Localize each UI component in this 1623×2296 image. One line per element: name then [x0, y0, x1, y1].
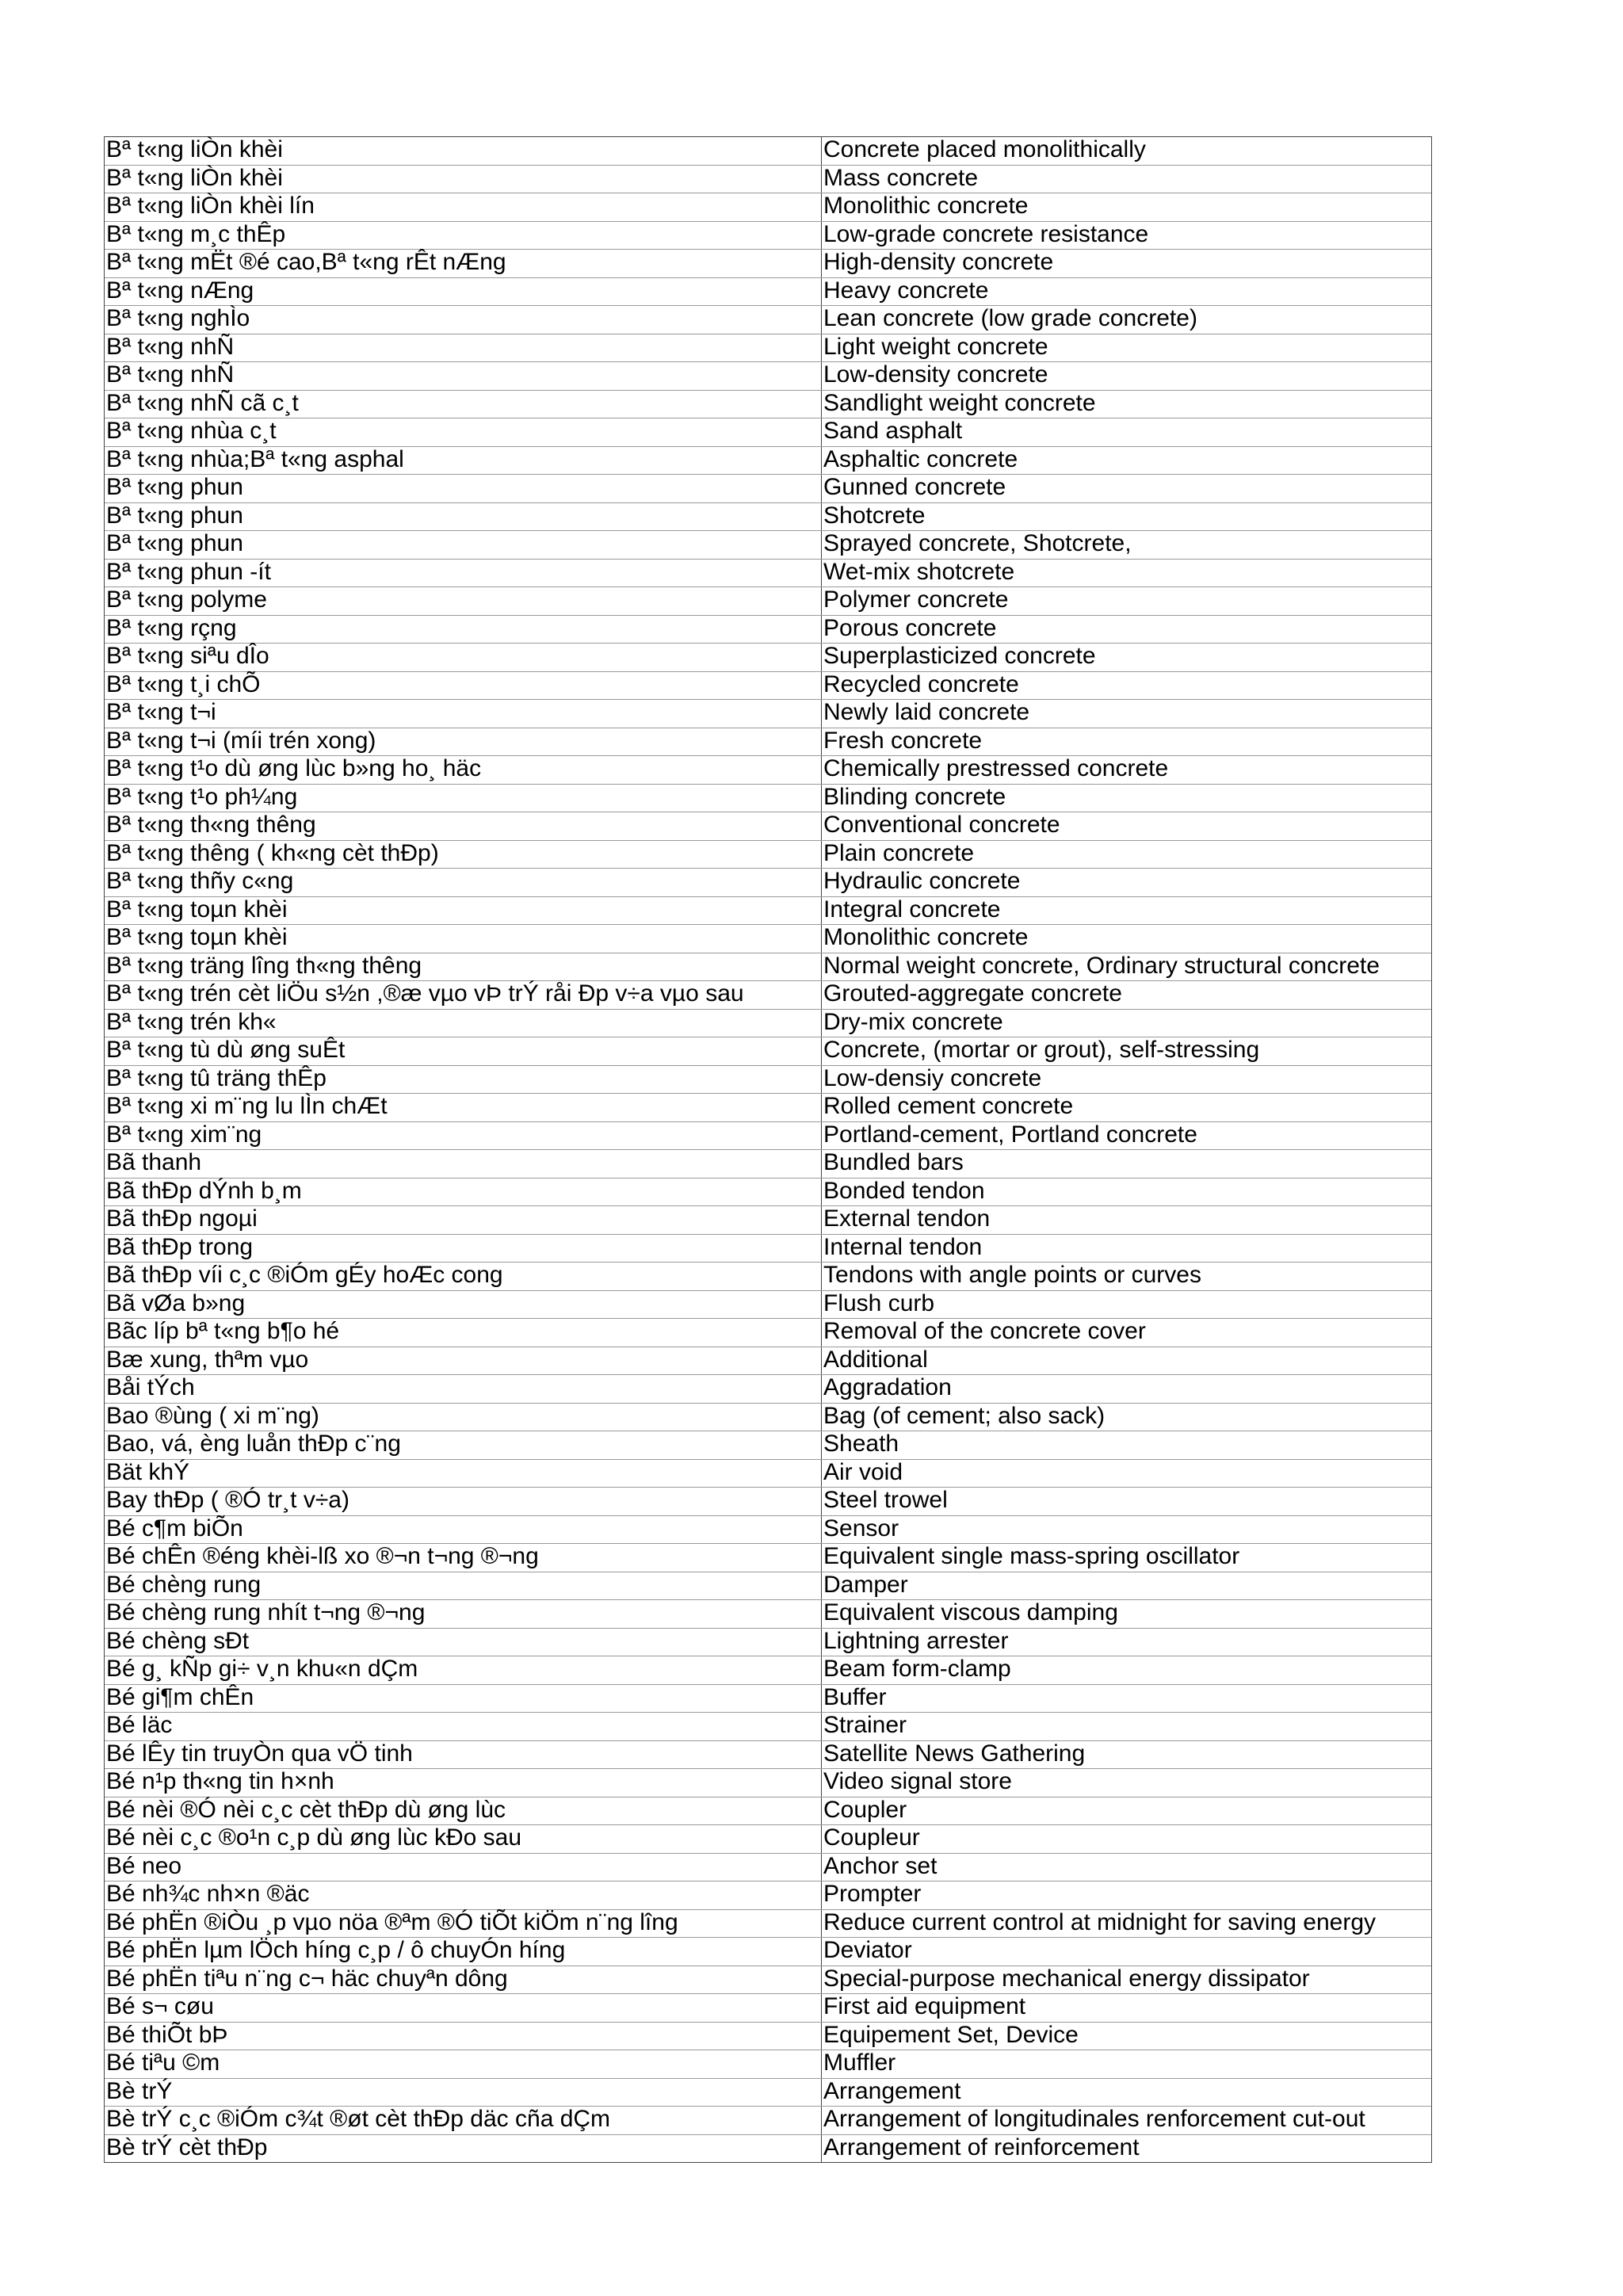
- vietnamese-term-cell: Bé phËn ®iÒu ¸p vµo nöa ®ªm ®Ó tiÕt kiÖm n¨ng lîng: [105, 1910, 822, 1938]
- table-row: [105, 362, 1431, 391]
- table-row: [105, 1291, 1431, 1320]
- table-row: [105, 278, 1431, 307]
- english-term-cell: Bundled bars: [823, 1149, 964, 1175]
- vietnamese-term-cell: Bª t«ng t¬i: [105, 700, 822, 728]
- vietnamese-term-cell: Bé s¬ cøu: [105, 1994, 822, 2022]
- table-row: [105, 1179, 1431, 1207]
- english-term-cell: Beam form-clamp: [823, 1656, 1011, 1682]
- table-row: [105, 1347, 1431, 1376]
- table-row: [105, 616, 1431, 644]
- table-row: [105, 953, 1431, 982]
- english-term-cell: Prompter: [823, 1881, 922, 1907]
- table-row: [105, 897, 1431, 926]
- table-row: [105, 1431, 1431, 1460]
- vietnamese-term-cell: Bé thiÕt bÞ: [105, 2023, 822, 2050]
- vietnamese-term-cell: Bé nh¾c nh×n ®äc: [105, 1881, 822, 1909]
- table-row: [105, 2135, 1431, 2164]
- vietnamese-term-cell: Bª t«ng toµn khèi: [105, 897, 822, 925]
- vietnamese-term-cell: Bª t«ng phun: [105, 531, 822, 559]
- table-row: [105, 166, 1431, 194]
- table-row: [105, 2107, 1431, 2135]
- vietnamese-term-cell: Bao, vá, èng luån thÐp c¨ng: [105, 1431, 822, 1459]
- table-row: [105, 1404, 1431, 1432]
- english-term-cell: High-density concrete: [823, 249, 1054, 275]
- vietnamese-term-cell: Bª t«ng th«ng thêng: [105, 812, 822, 840]
- english-term-cell: First aid equipment: [823, 1993, 1026, 2019]
- vietnamese-term-cell: Bª t«ng nhùa c¸t: [105, 418, 822, 446]
- table-row: [105, 1516, 1431, 1545]
- english-term-cell: Satellite News Gathering: [823, 1740, 1086, 1767]
- vietnamese-term-cell: Bª t«ng xi m¨ng lu lÌn chÆt: [105, 1094, 822, 1121]
- english-term-cell: Coupleur: [823, 1824, 920, 1851]
- table-row: [105, 1994, 1431, 2023]
- vietnamese-term-cell: Bé gi¶m chÊn: [105, 1685, 822, 1713]
- table-row: [105, 306, 1431, 334]
- vietnamese-term-cell: Bè trÝ cèt thÐp: [105, 2135, 822, 2163]
- table-row: [105, 1769, 1431, 1797]
- table-row: [105, 1094, 1431, 1122]
- english-term-cell: Shotcrete: [823, 502, 926, 529]
- table-row: [105, 2023, 1431, 2051]
- table-row: [105, 1488, 1431, 1516]
- english-term-cell: Blinding concrete: [823, 783, 1006, 810]
- english-term-cell: Buffer: [823, 1683, 887, 1710]
- english-term-cell: Mass concrete: [823, 164, 979, 191]
- vietnamese-term-cell: Bé tiªu ©m: [105, 2050, 822, 2078]
- table-row: [105, 447, 1431, 476]
- english-term-cell: Light weight concrete: [823, 333, 1048, 360]
- vietnamese-term-cell: Bª t«ng t¸i chÕ: [105, 672, 822, 700]
- vietnamese-term-cell: Bª t«ng nhùa;Bª t«ng asphal: [105, 447, 822, 475]
- vietnamese-term-cell: Bé nèi c¸c ®o¹n c¸p dù øng lùc kÐo sau: [105, 1825, 822, 1853]
- english-term-cell: Conventional concrete: [823, 812, 1060, 838]
- vietnamese-term-cell: Bã thÐp trong: [105, 1235, 822, 1263]
- english-term-cell: Sensor: [823, 1515, 899, 1541]
- vietnamese-term-cell: Båi tÝch: [105, 1375, 822, 1403]
- vietnamese-term-cell: Bay thÐp ( ®Ó tr¸t v÷a): [105, 1488, 822, 1515]
- table-row: [105, 1066, 1431, 1095]
- vietnamese-term-cell: Bª t«ng tû träng thÊp: [105, 1066, 822, 1094]
- english-term-cell: Hydraulic concrete: [823, 868, 1021, 894]
- vietnamese-term-cell: Bª t«ng thñy c«ng: [105, 869, 822, 896]
- table-row: [105, 1010, 1431, 1038]
- vietnamese-term-cell: Bª t«ng trén cèt liÖu s½n ,®æ vµo vÞ trÝ råi Ðp v÷a vµo sau: [105, 981, 822, 1009]
- english-term-cell: Wet-mix shotcrete: [823, 558, 1015, 585]
- vietnamese-term-cell: Bª t«ng phun: [105, 475, 822, 502]
- vietnamese-term-cell: Bät khÝ: [105, 1460, 822, 1488]
- english-term-cell: Monolithic concrete: [823, 193, 1029, 219]
- vietnamese-term-cell: Bé nèi ®Ó nèi c¸c cèt thÐp dù øng lùc: [105, 1797, 822, 1825]
- table-row: [105, 193, 1431, 222]
- table-row: [105, 2050, 1431, 2079]
- english-term-cell: Aggradation: [823, 1374, 952, 1400]
- english-term-cell: Anchor set: [823, 1852, 938, 1879]
- english-term-cell: Gunned concrete: [823, 474, 1006, 500]
- vietnamese-term-cell: Bª t«ng t¹o ph¼ng: [105, 785, 822, 812]
- english-term-cell: Superplasticized concrete: [823, 643, 1096, 669]
- english-term-cell: Steel trowel: [823, 1487, 948, 1513]
- english-term-cell: External tendon: [823, 1205, 991, 1232]
- english-term-cell: Portland-cement, Portland concrete: [823, 1121, 1197, 1148]
- table-row: [105, 1235, 1431, 1263]
- table-row: [105, 1544, 1431, 1572]
- table-row: [105, 391, 1431, 419]
- table-row: [105, 334, 1431, 363]
- english-term-cell: Low-densiy concrete: [823, 1064, 1042, 1091]
- table-row: [105, 1881, 1431, 1910]
- english-term-cell: Sprayed concrete, Shotcrete,: [823, 530, 1132, 556]
- vietnamese-term-cell: Bé phËn tiªu n¨ng c¬ häc chuyªn dông: [105, 1966, 822, 1994]
- english-term-cell: Video signal store: [823, 1768, 1012, 1794]
- english-term-cell: Equivalent single mass-spring oscillator: [823, 1543, 1240, 1569]
- english-term-cell: Muffler: [823, 2050, 896, 2076]
- table-row: [105, 1713, 1431, 1741]
- english-term-cell: Flush curb: [823, 1289, 935, 1316]
- english-term-cell: Grouted-aggregate concrete: [823, 980, 1122, 1007]
- vietnamese-term-cell: Bª t«ng träng lîng th«ng thêng: [105, 953, 822, 981]
- vietnamese-term-cell: Bã thÐp dÝnh b¸m: [105, 1179, 822, 1206]
- vietnamese-term-cell: Bª t«ng rçng: [105, 616, 822, 644]
- vietnamese-term-cell: Bè trÝ c¸c ®iÓm c¾t ®øt cèt thÐp däc cña dÇm: [105, 2107, 822, 2134]
- english-term-cell: Sand asphalt: [823, 418, 963, 444]
- vietnamese-term-cell: Bæ xung, thªm vµo: [105, 1347, 822, 1375]
- vietnamese-term-cell: Bª t«ng m¸c thÊp: [105, 222, 822, 250]
- english-term-cell: Heavy concrete: [823, 277, 989, 304]
- vietnamese-term-cell: Bãc líp bª t«ng b¶o hé: [105, 1319, 822, 1347]
- english-term-cell: Sheath: [823, 1431, 899, 1457]
- english-term-cell: Chemically prestressed concrete: [823, 755, 1169, 781]
- english-term-cell: Lightning arrester: [823, 1627, 1009, 1654]
- vietnamese-term-cell: Bao ®ùng ( xi m¨ng): [105, 1404, 822, 1431]
- vietnamese-term-cell: Bé chèng rung nhít t¬ng ®¬ng: [105, 1600, 822, 1628]
- english-term-cell: Porous concrete: [823, 614, 997, 641]
- english-term-cell: Equipement Set, Device: [823, 2021, 1079, 2048]
- table-row: [105, 700, 1431, 728]
- vietnamese-term-cell: Bé chèng sÐt: [105, 1629, 822, 1656]
- vietnamese-term-cell: Bª t«ng nÆng: [105, 278, 822, 306]
- vietnamese-term-cell: Bè trÝ: [105, 2079, 822, 2107]
- table-row: [105, 1460, 1431, 1488]
- table-row: [105, 137, 1431, 166]
- table-row: [105, 981, 1431, 1010]
- table-row: [105, 1572, 1431, 1601]
- table-row: [105, 587, 1431, 616]
- vietnamese-term-cell: Bª t«ng nhÑ: [105, 362, 822, 390]
- vietnamese-term-cell: Bé n¹p th«ng tin h×nh: [105, 1769, 822, 1797]
- table-row: [105, 2079, 1431, 2107]
- vietnamese-term-cell: Bé c¶m biÕn: [105, 1516, 822, 1544]
- english-term-cell: Arrangement of longitudinales renforcement cut-out: [823, 2106, 1365, 2132]
- table-row: [105, 841, 1431, 869]
- vietnamese-term-cell: Bª t«ng nhÑ cã c¸t: [105, 391, 822, 418]
- table-row: [105, 250, 1431, 278]
- table-row: [105, 1797, 1431, 1826]
- table-row: [105, 756, 1431, 785]
- table-row: [105, 475, 1431, 503]
- table-row: [105, 1375, 1431, 1404]
- table-row: [105, 672, 1431, 701]
- english-term-cell: Removal of the concrete cover: [823, 1318, 1146, 1344]
- table-row: [105, 925, 1431, 953]
- table-row: [105, 1629, 1431, 1657]
- english-term-cell: Additional: [823, 1346, 928, 1373]
- english-term-cell: Internal tendon: [823, 1233, 983, 1260]
- table-row: [105, 1150, 1431, 1179]
- table-row: [105, 728, 1431, 757]
- english-term-cell: Sandlight weight concrete: [823, 389, 1096, 416]
- vietnamese-term-cell: Bã vØa b»ng: [105, 1291, 822, 1319]
- table-row: [105, 1319, 1431, 1347]
- table-row: [105, 644, 1431, 672]
- table-row: [105, 1656, 1431, 1685]
- vietnamese-term-cell: Bª t«ng xim¨ng: [105, 1122, 822, 1150]
- english-term-cell: Strainer: [823, 1712, 907, 1738]
- vietnamese-term-cell: Bª t«ng toµn khèi: [105, 925, 822, 953]
- vietnamese-term-cell: Bª t«ng trén kh«: [105, 1010, 822, 1037]
- english-term-cell: Equivalent viscous damping: [823, 1599, 1118, 1626]
- vietnamese-term-cell: Bª t«ng phun: [105, 503, 822, 531]
- vietnamese-term-cell: Bª t«ng nhÑ: [105, 334, 822, 362]
- english-term-cell: Tendons with angle points or curves: [823, 1262, 1201, 1288]
- english-term-cell: Special-purpose mechanical energy dissipator: [823, 1965, 1310, 1992]
- table-row: [105, 1938, 1431, 1966]
- english-term-cell: Low-grade concrete resistance: [823, 220, 1149, 247]
- table-row: [105, 560, 1431, 588]
- table-row: [105, 503, 1431, 532]
- english-term-cell: Dry-mix concrete: [823, 1008, 1003, 1035]
- english-term-cell: Rolled cement concrete: [823, 1093, 1074, 1119]
- table-row: [105, 1825, 1431, 1854]
- english-term-cell: Asphaltic concrete: [823, 445, 1018, 472]
- english-term-cell: Damper: [823, 1571, 908, 1598]
- english-term-cell: Concrete, (mortar or grout), self-stressing: [823, 1037, 1260, 1063]
- english-term-cell: Fresh concrete: [823, 727, 983, 754]
- english-term-cell: Concrete placed monolithically: [823, 136, 1146, 162]
- vietnamese-term-cell: Bã thÐp ngoµi: [105, 1206, 822, 1234]
- table-row: [105, 418, 1431, 447]
- vietnamese-term-cell: Bã thanh: [105, 1150, 822, 1178]
- vietnamese-term-cell: Bª t«ng nghÌo: [105, 306, 822, 334]
- vietnamese-term-cell: Bã thÐp víi c¸c ®iÓm gÉy hoÆc cong: [105, 1263, 822, 1290]
- table-row: [105, 1263, 1431, 1291]
- vietnamese-term-cell: Bé phËn lµm lÖch híng c¸p / ô chuyÓn híng: [105, 1938, 822, 1966]
- vietnamese-term-cell: Bª t«ng t¹o dù øng lùc b»ng ho¸ häc: [105, 756, 822, 784]
- vietnamese-term-cell: Bé läc: [105, 1713, 822, 1740]
- table-row: [105, 531, 1431, 560]
- english-term-cell: Plain concrete: [823, 839, 975, 866]
- english-term-cell: Low-density concrete: [823, 361, 1048, 388]
- english-term-cell: Arrangement: [823, 2077, 961, 2104]
- vietnamese-term-cell: Bé lÊy tin truyÒn qua vÖ tinh: [105, 1741, 822, 1769]
- table-row: [105, 869, 1431, 897]
- english-term-cell: Deviator: [823, 1937, 912, 1963]
- vietnamese-term-cell: Bé chèng rung: [105, 1572, 822, 1600]
- vietnamese-term-cell: Bé chÊn ®éng khèi-lß xo ®¬n t¬ng ®¬ng: [105, 1544, 822, 1572]
- table-row: [105, 785, 1431, 813]
- vietnamese-term-cell: Bª t«ng liÒn khèi: [105, 166, 822, 193]
- glossary-table: [104, 136, 1432, 2163]
- english-term-cell: Monolithic concrete: [823, 924, 1029, 950]
- vietnamese-term-cell: Bé g¸ kÑp gi÷ v¸n khu«n dÇm: [105, 1656, 822, 1684]
- table-row: [105, 812, 1431, 841]
- vietnamese-term-cell: Bª t«ng tù dù øng suÊt: [105, 1037, 822, 1065]
- table-row: [105, 1685, 1431, 1713]
- table-row: [105, 1122, 1431, 1151]
- english-term-cell: Air void: [823, 1458, 903, 1485]
- vietnamese-term-cell: Bª t«ng mËt ®é cao,Bª t«ng rÊt nÆng: [105, 250, 822, 277]
- english-term-cell: Coupler: [823, 1796, 907, 1823]
- table-row: [105, 222, 1431, 250]
- vietnamese-term-cell: Bª t«ng phun -ít: [105, 560, 822, 587]
- table-row: [105, 1854, 1431, 1882]
- english-term-cell: Bag (of cement; also sack): [823, 1402, 1106, 1429]
- english-term-cell: Newly laid concrete: [823, 699, 1030, 725]
- english-term-cell: Reduce current control at midnight for saving energy: [823, 1908, 1377, 1935]
- table-row: [105, 1966, 1431, 1995]
- vietnamese-term-cell: Bª t«ng liÒn khèi lín: [105, 193, 822, 221]
- english-term-cell: Polymer concrete: [823, 586, 1009, 613]
- english-term-cell: Normal weight concrete, Ordinary structural concrete: [823, 952, 1380, 979]
- table-row: [105, 1741, 1431, 1770]
- vietnamese-term-cell: Bª t«ng liÒn khèi: [105, 137, 822, 165]
- english-term-cell: Integral concrete: [823, 896, 1001, 923]
- table-row: [105, 1910, 1431, 1939]
- vietnamese-term-cell: Bª t«ng siªu dÎo: [105, 644, 822, 671]
- table-row: [105, 1600, 1431, 1629]
- vietnamese-term-cell: Bª t«ng polyme: [105, 587, 822, 615]
- vietnamese-term-cell: Bé neo: [105, 1854, 822, 1881]
- english-term-cell: Recycled concrete: [823, 670, 1019, 697]
- english-term-cell: Arrangement of reinforcement: [823, 2134, 1140, 2160]
- table-row: [105, 1206, 1431, 1235]
- table-row: [105, 1037, 1431, 1066]
- english-term-cell: Bonded tendon: [823, 1177, 985, 1204]
- vietnamese-term-cell: Bª t«ng t¬i (míi trén xong): [105, 728, 822, 756]
- english-term-cell: Lean concrete (low grade concrete): [823, 305, 1197, 331]
- vietnamese-term-cell: Bª t«ng thêng ( kh«ng cèt thÐp): [105, 841, 822, 869]
